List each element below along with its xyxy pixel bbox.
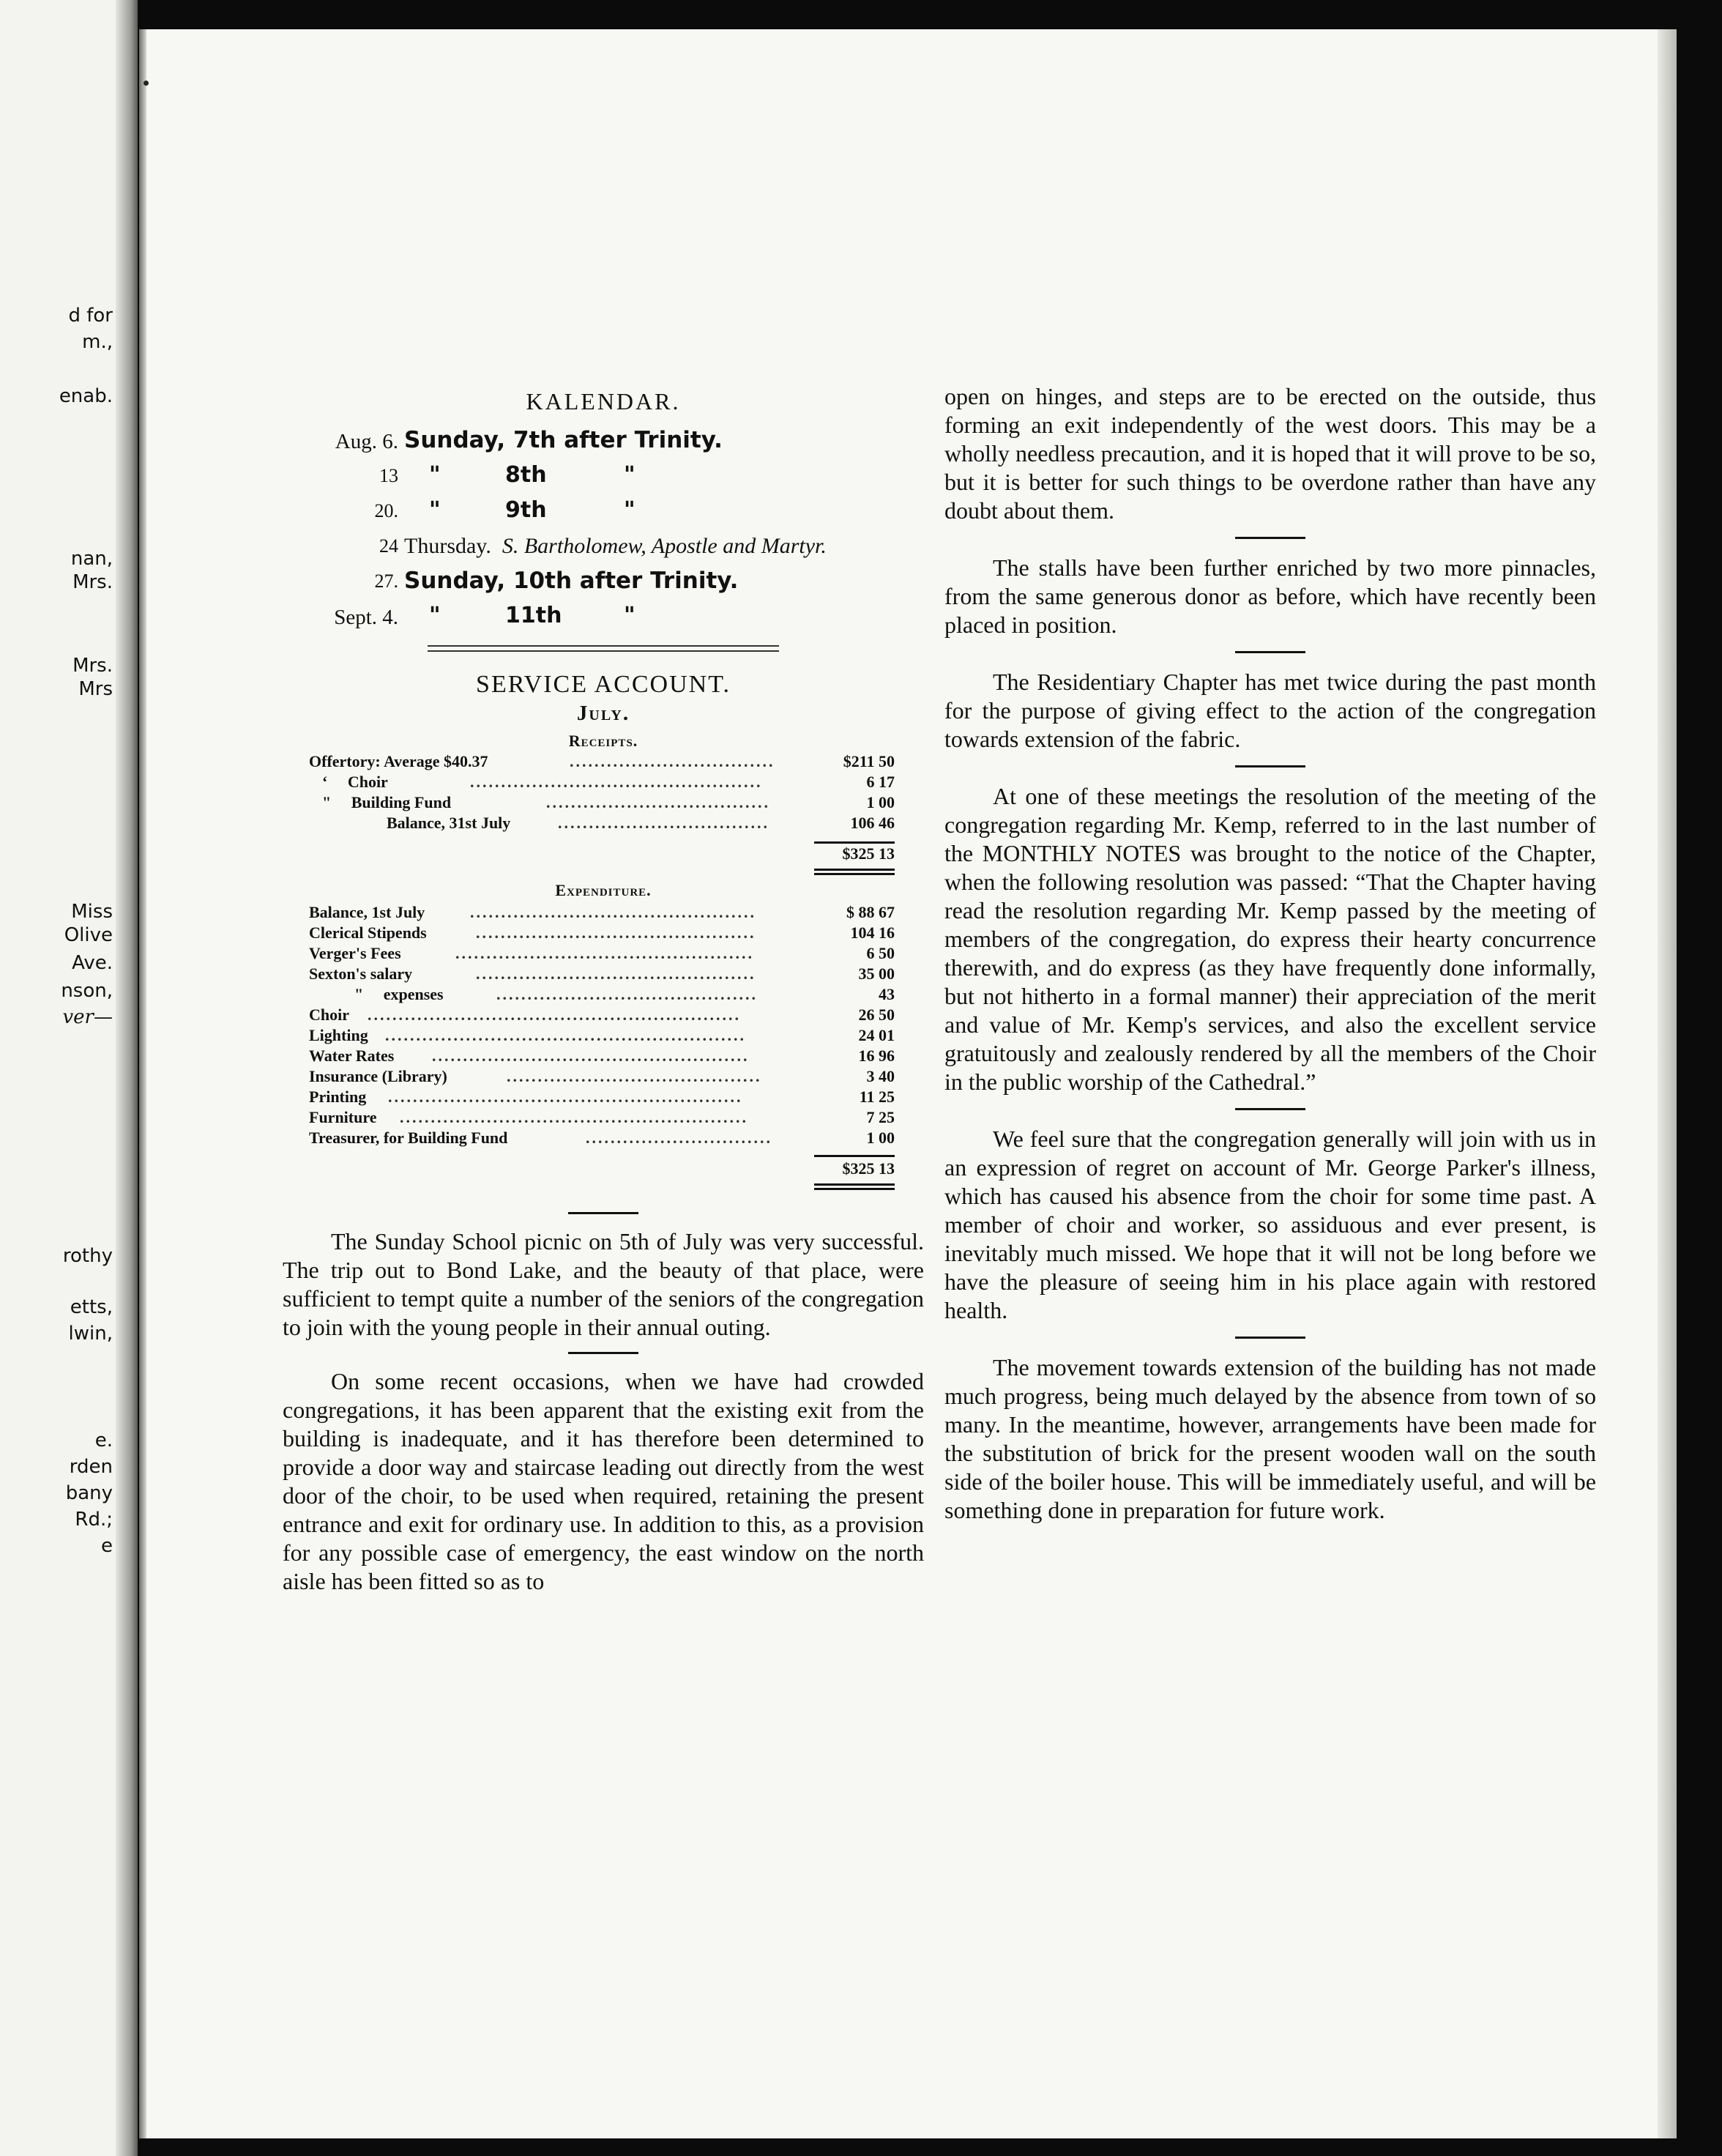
table-row: [309, 1088, 895, 1108]
kalendar-date: Aug. 6.: [335, 430, 398, 453]
facing-text-fragment: bany: [65, 1482, 113, 1504]
receipt-label: " Building Fund: [322, 793, 452, 811]
paragraph: [944, 782, 1596, 1096]
total-rule: [814, 1155, 895, 1157]
kalendar-observance: [404, 534, 827, 559]
ditto-mark: ": [429, 603, 441, 628]
ditto-mark: ": [624, 497, 636, 523]
kalendar-row: [283, 494, 924, 529]
table-row: [309, 1026, 895, 1047]
paragraph-text: On some recent occasions, when we have had crowded congregations, it has been apparent that the existing exit from the building is inadequate, and it has therefore been determined to provide a door way and staircase leading out directly from the west door of the choir, to be used when required, retaining the present entrance and exit for ordinary use. In addition to this, as a provision for any possible case of emergency, the east window on the north aisle has been fitted so as to: [283, 1368, 924, 1594]
kalendar-date: 20.: [374, 500, 398, 521]
expense-amount: 1 00: [866, 1129, 895, 1147]
right-column: [944, 382, 1596, 1525]
total-rule-row: [309, 1149, 895, 1159]
kalendar-weekday: Thursday.: [404, 534, 491, 558]
paragraph-text: At one of these meetings the resolution of the meeting of the congregation regarding Mr. Kemp, referred to in the last number of the MONTHLY NOTES was brought to the notice of the Chapter, when the following resolution was passed: “That the Chapter having read the resolution regarding Mr. Kemp passed by the meeting of members of the congregation, do express their hearty concurrence therewith, and do express (as they have frequently done informally, but not hitherto in a formal manner) their appreciation of the merit and value of Mr. Kemp's services, and also the excellent service gratuitously and zealously rendered by all the members of the Choir in the public worship of the Cathedral.”: [944, 783, 1596, 1095]
receipt-label: Balance, 31st July: [387, 814, 511, 832]
service-account-title: SERVICE ACCOUNT.: [476, 671, 731, 698]
paragraph: [283, 1367, 924, 1596]
kalendar-title: KALENDAR.: [526, 388, 681, 415]
paragraph: [944, 554, 1596, 639]
expense-amount: 43: [879, 985, 895, 1003]
dot-leader: .............................................: [476, 923, 756, 942]
dot-leader: ..........................................: [496, 985, 758, 1003]
expense-amount: 16 96: [858, 1047, 895, 1065]
dot-leader: ...............................................: [470, 773, 763, 791]
facing-text-fragment: Mrs.: [72, 655, 113, 677]
expense-label: Lighting: [309, 1026, 368, 1044]
dot-leader: .........................................: [507, 1067, 762, 1085]
expense-amount: 26 50: [858, 1005, 895, 1024]
facing-text-fragment: Olive: [64, 924, 113, 946]
paragraph-text: open on hinges, and steps are to be erected on the outside, thus forming an exit independently of the west doors. This may be a wholly needless precaution, and it is hoped that it will prove to be so, but it is better for such things to be overdone rather than have any doubt about them.: [944, 383, 1596, 524]
paragraph: [944, 668, 1596, 754]
page-outer-edge: [1658, 29, 1677, 2138]
expense-label: Clerical Stipends: [309, 923, 427, 942]
dot-leader: .........................................................: [388, 1088, 743, 1106]
table-row: [309, 1108, 895, 1129]
dot-leader: ..............................................: [470, 903, 756, 921]
total-double-rule: [814, 1181, 895, 1192]
table-row: [309, 814, 895, 834]
paragraph-text: The stalls have been further enriched by two more pinnacles, from the same generous donor as before, which have recently been placed in position.: [944, 554, 1596, 638]
double-rule-divider: [428, 645, 779, 652]
facing-text-fragment: Ave.: [72, 952, 113, 974]
expense-amount: 104 16: [850, 923, 895, 942]
table-row: [309, 944, 895, 964]
expense-label: Treasurer, for Building Fund: [309, 1129, 508, 1147]
expense-amount: 11 25: [859, 1088, 895, 1106]
receipt-label: ‘ Choir: [322, 773, 388, 791]
section-divider: [1235, 765, 1305, 767]
receipts-total: $325 13: [842, 844, 895, 863]
receipt-amount: 6 17: [866, 773, 895, 791]
service-account-month: July.: [576, 702, 630, 725]
ditto-mark: ": [429, 497, 441, 523]
expense-label: Insurance (Library): [309, 1067, 447, 1085]
dot-leader: ...................................................: [432, 1047, 750, 1065]
ditto-mark: ": [429, 462, 441, 488]
section-divider: [568, 1212, 638, 1214]
paragraph-text: The Sunday School picnic on 5th of July was very successful. The trip out to Bond Lake, and the beauty of that place, were sufficient to tempt quite a number of the seniors of the congregation to join with the young people in their annual outing.: [283, 1228, 924, 1340]
paragraph: [944, 1125, 1596, 1325]
section-divider: [1235, 537, 1305, 539]
table-row: [309, 793, 895, 814]
section-divider: [1235, 651, 1305, 653]
expense-amount: 24 01: [858, 1026, 895, 1044]
total-double-rule: [814, 866, 895, 877]
kalendar-date: 13: [379, 465, 398, 486]
receipt-amount: 106 46: [850, 814, 895, 832]
table-row: [309, 1047, 895, 1067]
table-row: [309, 1067, 895, 1088]
table-row: [309, 752, 895, 773]
table-row: [309, 1005, 895, 1026]
facing-text-fragment: ver—: [62, 1006, 113, 1028]
total-rule-row: [309, 865, 895, 877]
dot-leader: ............................................................: [368, 1005, 741, 1024]
page-gutter: [116, 0, 138, 2156]
facing-text-fragment: Mrs.: [72, 571, 113, 593]
expense-label: Verger's Fees: [309, 944, 401, 962]
facing-text-fragment: rothy: [62, 1245, 113, 1267]
kalendar-observance: 8th: [505, 462, 547, 488]
facing-text-fragment: e.: [94, 1430, 113, 1451]
facing-text-fragment: nson,: [61, 980, 113, 1002]
kalendar-row: [283, 424, 924, 459]
facing-text-fragment: Miss: [71, 901, 113, 923]
expense-amount: 6 50: [866, 944, 895, 962]
expense-label: " expenses: [354, 985, 444, 1003]
ink-speck: [144, 81, 149, 86]
facing-text-fragment: etts,: [70, 1296, 113, 1318]
table-row: [309, 844, 895, 865]
kalendar-observance: 9th: [505, 497, 547, 523]
facing-text-fragment: m.,: [82, 331, 113, 353]
table-row: [309, 964, 895, 985]
total-rule: [814, 841, 895, 844]
paragraph-text: We feel sure that the congregation generally will join with us in an expression of regret on account of Mr. George Parker's illness, which has caused his absence from the choir for some time past. A member of choir and worker, so assiduous and ever present, is inevitably much missed. We hope that it will not be long before we have the pleasure of seeing him in his place again with restored health.: [944, 1126, 1596, 1323]
receipt-label: Offertory: Average $40.37: [309, 752, 488, 770]
dot-leader: ................................................: [455, 944, 754, 962]
facing-text-fragment: d for: [68, 305, 113, 327]
kalendar-row: [283, 600, 924, 635]
facing-text-fragment: e: [101, 1535, 113, 1557]
kalendar-feast: S. Bartholomew, Apostle and Martyr.: [502, 534, 827, 558]
facing-text-fragment: nan,: [70, 548, 113, 570]
paragraph-text: The Residentiary Chapter has met twice during the past month for the purpose of giving effect to the action of the congregation towards extension of the fabric.: [944, 669, 1596, 752]
dot-leader: ........................................................: [400, 1108, 748, 1126]
paragraph-text: The movement towards extension of the building has not made much progress, being much delayed by the absence from town of so many. In the meantime, however, arrangements have been made for the substitution of brick for the present wooden wall on the south side of the boiler house. This will be immediately useful, and will be something done in preparation for future work.: [944, 1354, 1596, 1523]
dot-leader: ..............................: [586, 1129, 772, 1147]
total-rule-row: [309, 1180, 895, 1192]
dot-leader: .............................................: [476, 964, 756, 983]
facing-text-fragment: lwin,: [68, 1323, 113, 1345]
kalendar-row: [283, 459, 924, 494]
expenditure-total: $325 13: [842, 1159, 895, 1178]
dot-leader: .................................: [570, 752, 775, 770]
kalendar-date: 27.: [374, 570, 398, 592]
expenditure-table: [309, 903, 895, 1192]
page-inner-edge: [139, 29, 146, 2138]
facing-text-fragment: enab.: [59, 385, 113, 407]
expense-label: Sexton's salary: [309, 964, 413, 983]
expense-amount: $ 88 67: [846, 903, 895, 921]
expense-label: Balance, 1st July: [309, 903, 425, 921]
kalendar-date: Sept. 4.: [334, 606, 398, 629]
kalendar-observance: 11th: [505, 603, 562, 628]
receipts-heading: Receipts.: [568, 732, 638, 750]
dot-leader: ..................................: [558, 814, 769, 832]
table-row: [309, 773, 895, 793]
table-row: [309, 923, 895, 944]
receipts-table: [309, 752, 895, 877]
receipt-amount: $211 50: [843, 752, 895, 770]
left-column: [283, 388, 924, 1596]
expense-amount: 3 40: [866, 1067, 895, 1085]
table-row: [309, 1159, 895, 1180]
facing-text-fragment: Mrs: [78, 678, 113, 700]
dot-leader: ....................................: [546, 793, 770, 811]
receipt-amount: 1 00: [866, 793, 895, 811]
paragraph: [944, 1353, 1596, 1525]
expense-label: Furniture: [309, 1108, 377, 1126]
kalendar-row: [283, 529, 924, 565]
section-divider: [1235, 1108, 1305, 1110]
table-row: [309, 1129, 895, 1149]
expense-label: Water Rates: [309, 1047, 395, 1065]
table-row: [309, 903, 895, 923]
section-divider: [568, 1352, 638, 1354]
kalendar-observance: Sunday, 10th after Trinity.: [404, 568, 739, 594]
total-rule-row: [309, 834, 895, 844]
kalendar-observance: Sunday, 7th after Trinity.: [404, 427, 723, 453]
section-divider: [1235, 1337, 1305, 1339]
ditto-mark: ": [624, 603, 636, 628]
expense-label: Printing: [309, 1088, 367, 1106]
expense-label: Choir: [309, 1005, 349, 1024]
paragraph: [944, 382, 1596, 525]
expense-amount: 35 00: [858, 964, 895, 983]
facing-text-fragment: rden: [69, 1456, 113, 1478]
kalendar-row: [283, 565, 924, 600]
expenditure-heading: Expenditure.: [555, 881, 652, 899]
ditto-mark: ": [624, 462, 636, 488]
facing-page-fragment: [0, 0, 138, 2156]
table-row: [309, 985, 895, 1005]
facing-text-fragment: Rd.;: [75, 1509, 113, 1531]
kalendar-date: 24: [379, 535, 398, 557]
dot-leader: ..........................................................: [385, 1026, 746, 1044]
expense-amount: 7 25: [866, 1108, 895, 1126]
paragraph: [283, 1227, 924, 1342]
